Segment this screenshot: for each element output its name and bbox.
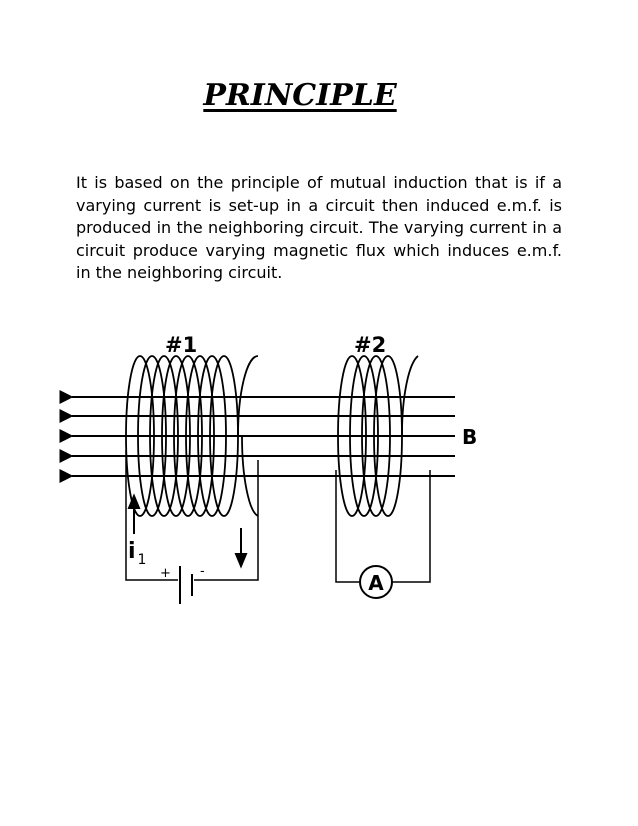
current-label [128, 539, 146, 568]
principle-paragraph: It is based on the principle of mutual induction that is if a varying current is set-up in a circuit then induced e.m.f. is produced in the neighboring circuit. The varying current in a circuit produce varying magnetic flux which induces e.m.f. in the neighboring circuit. [76, 173, 562, 282]
mutual-induction-diagram [0, 320, 638, 620]
ammeter [360, 566, 392, 598]
current-symbol: i [128, 539, 136, 564]
page-title: PRINCIPLE [203, 78, 397, 113]
battery-plus-label: + [160, 566, 171, 581]
current-subscript: 1 [137, 552, 147, 568]
coil-2-label: #2 [354, 333, 387, 357]
primary-circuit [126, 450, 258, 604]
battery-minus-label: - [200, 564, 205, 579]
magnetic-field-lines [72, 397, 455, 476]
field-label: B [462, 425, 478, 449]
coil-1-label: #1 [165, 333, 198, 357]
ammeter-label: A [368, 571, 384, 595]
secondary-circuit [336, 470, 430, 582]
